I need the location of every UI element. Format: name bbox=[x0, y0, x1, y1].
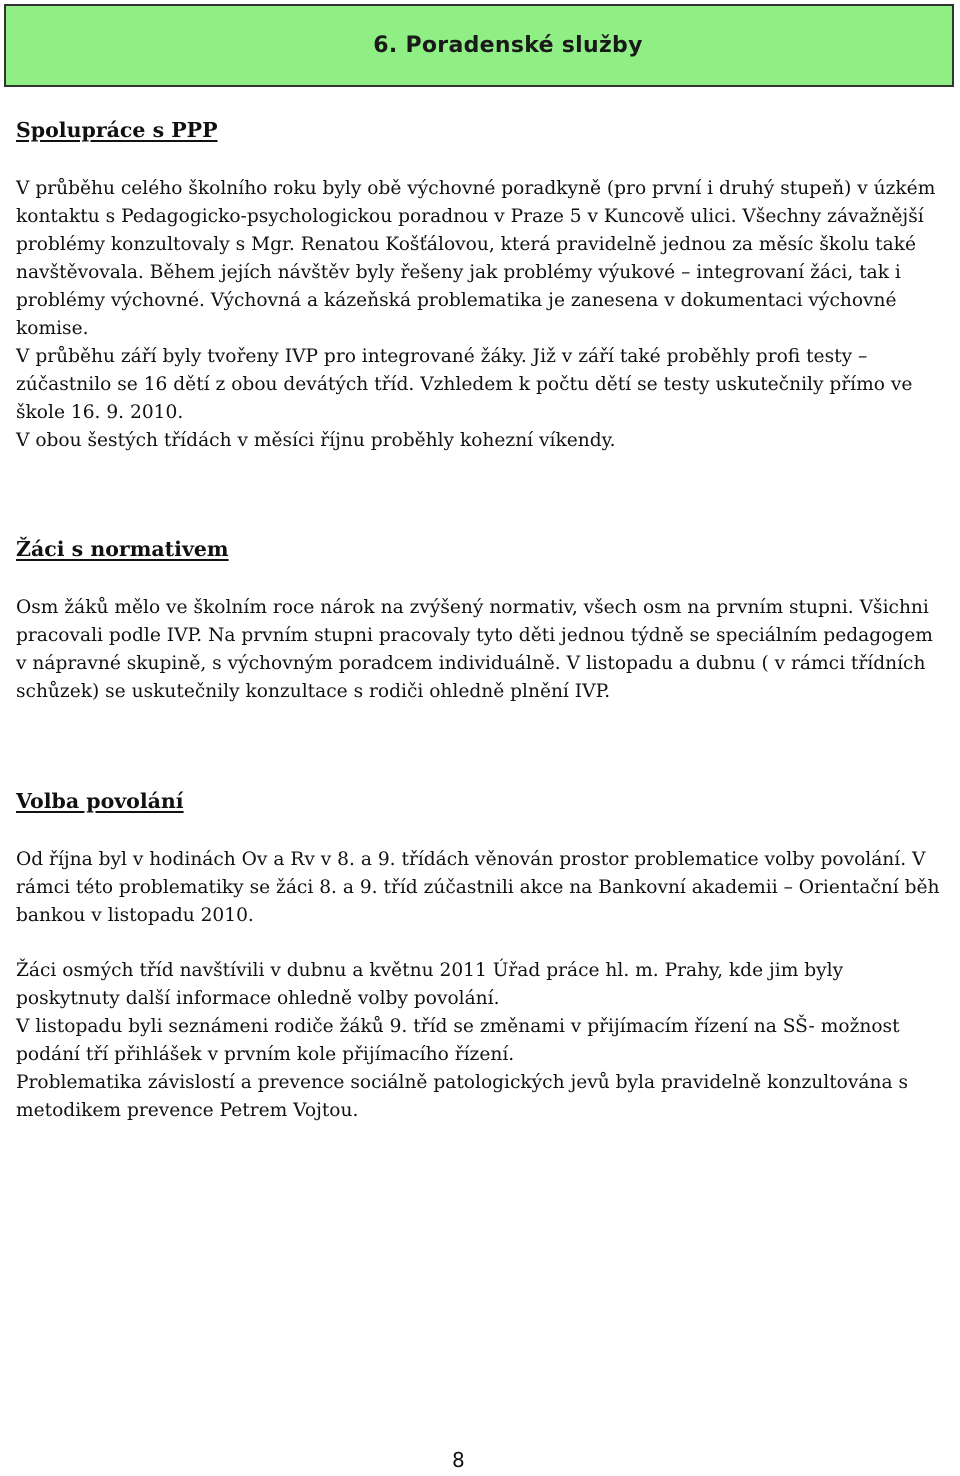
section-body-volba bbox=[16, 846, 946, 930]
paragraph: V obou šestých třídách v měsíci říjnu proběhly kohezní víkendy. bbox=[16, 430, 616, 451]
paragraph: Žáci osmých tříd navštívili v dubnu a květnu 2011 Úřad práce hl. m. Prahy, kde jim byly poskytnuty další informace ohledně volby povolání. bbox=[16, 960, 844, 1009]
paragraph: V průběhu září byly tvořeny IVP pro integrované žáky. Již v září také proběhly profi testy – zúčastnilo se 16 dětí z obou devátých tříd. Vzhledem k počtu dětí se testy uskutečnily přímo ve škole 16. 9. 2010. bbox=[16, 346, 913, 423]
paragraph: Od října byl v hodinách Ov a Rv v 8. a 9. třídách věnován prostor problematice volby povolání. V rámci této problematiky se žáci 8. a 9. tříd zúčastnili akce na Bankovní akademii – Orientační běh bankou v listopadu 2010. bbox=[16, 849, 940, 926]
heading-zaci-s-normativem: Žáci s normativem bbox=[16, 537, 229, 561]
page-number: 8 bbox=[452, 1448, 465, 1472]
section-body-volba-continued bbox=[16, 957, 946, 1125]
section-body-normativ bbox=[16, 594, 946, 706]
paragraph: V listopadu byli seznámeni rodiče žáků 9. tříd se změnami v přijímacím řízení na SŠ- možnost podání tří přihlášek v prvním kole přijímacího řízení. bbox=[16, 1016, 900, 1065]
paragraph: V průběhu celého školního roku byly obě výchovné poradkyně (pro první i druhý stupeň) v úzkém kontaktu s Pedagogicko-psychologickou poradnou v Praze 5 v Kuncově ulici. Všechny závažnější problémy konzultovaly s Mgr. Renatou Košťálovou, která pravidelně jednou za měsíc školu také navštěvovala. Během jejích návštěv byly řešeny jak problémy výukové – integrovaní žáci, tak i problémy výchovné. Výchovná a kázeňská problematika je zanesena v dokumentaci výchovné komise. bbox=[16, 178, 936, 339]
banner-title: 6. Poradenské služby bbox=[373, 33, 643, 58]
paragraph: Problematika závislostí a prevence sociálně patologických jevů byla pravidelně konzultována s metodikem prevence Petrem Vojtou. bbox=[16, 1072, 908, 1121]
heading-spoluprace-s-ppp: Spolupráce s PPP bbox=[16, 118, 218, 142]
heading-volba-povolani: Volba povolání bbox=[16, 789, 184, 813]
section-body-spoluprace bbox=[16, 175, 946, 455]
section-banner bbox=[4, 4, 954, 87]
paragraph: Osm žáků mělo ve školním roce nárok na zvýšený normativ, všech osm na prvním stupni. Všichni pracovali podle IVP. Na prvním stupni pracovaly tyto děti jednou týdně se speciálním pedagogem v nápravné skupině, s výchovným poradcem individuálně. V listopadu a dubnu ( v rámci třídních schůzek) se uskutečnily konzultace s rodiči ohledně plnění IVP. bbox=[16, 597, 933, 702]
